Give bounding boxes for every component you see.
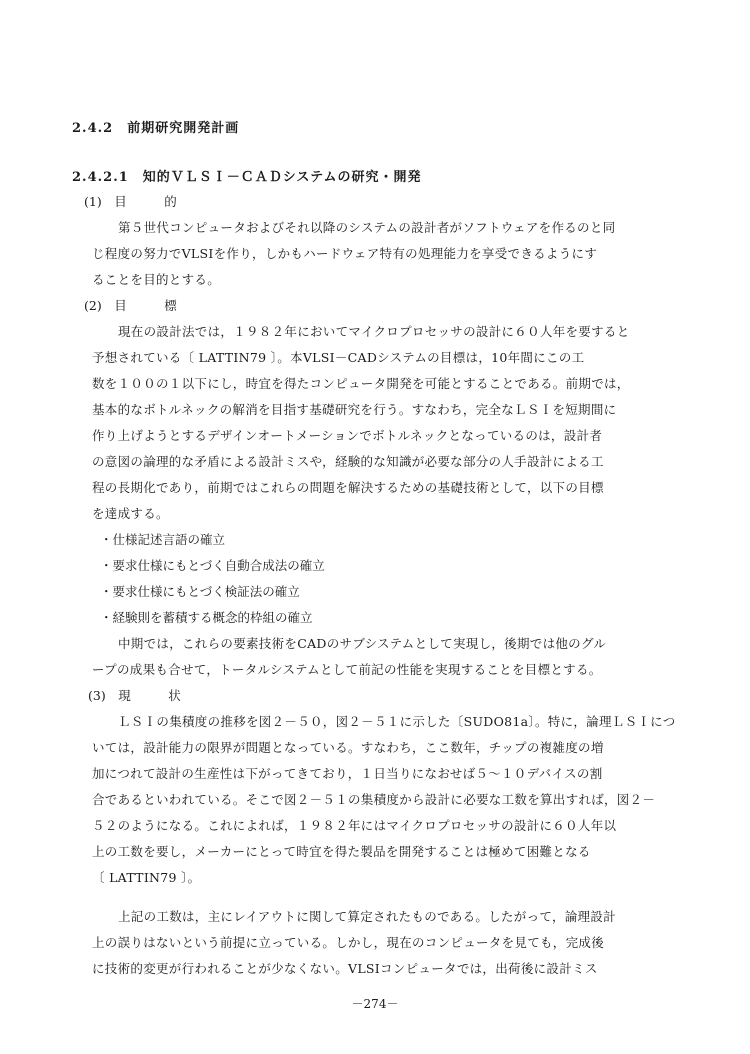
section-heading-2-4-2: 2.4.2 前期研究開発計画 — [72, 121, 240, 136]
bullet-item: ・仕様記述言語の確立 — [100, 532, 226, 547]
paragraph-line: ることを目的とする。 — [92, 272, 221, 287]
paragraph-line: 作り上げようとするデザインオートメーションでボトルネックとなっているのは，設計者 — [92, 428, 603, 443]
paragraph-line: 上の誤りはないという前提に立っている。しかし，現在のコンピュータを見ても，完成後 — [92, 935, 605, 950]
paragraph-line: じ程度の努力でVLSIを作り，しかもハードウェア特有の処理能力を享受できるようにす — [92, 246, 598, 261]
paragraph-line: 合であるといわれている。そこで図２－５１の集積度から設計に必要な工数を算出すれば，図２－ — [92, 792, 656, 807]
subsection-title-goal: (2) 目 標 — [84, 298, 177, 313]
bullet-item: ・経験則を蓄積する概念的枠組の確立 — [100, 610, 313, 625]
paragraph-line: 〔 LATTIN79 〕。 — [92, 870, 201, 885]
paragraph-line: ５２のようになる。これによれば，１９８２年にはマイクロプロセッサの設計に６０人年以 — [92, 818, 617, 833]
bullet-item: ・要求仕様にもとづく検証法の確立 — [100, 584, 300, 599]
bullet-item: ・要求仕様にもとづく自動合成法の確立 — [100, 558, 325, 573]
paragraph-line: 第５世代コンピュータおよびそれ以降のシステムの設計者がソフトウェアを作るのと同 — [118, 220, 616, 235]
paragraph-line: ＬＳＩの集積度の推移を図２－５０，図２－５１に示した〔SUDO81a〕。特に，論理ＬＳＩにつ — [118, 714, 676, 729]
paragraph-line: 程の長期化であり，前期ではこれらの問題を解決するための基礎技術として，以下の目標 — [92, 480, 604, 495]
page-number: －274－ — [351, 997, 399, 1011]
paragraph-line: 数を１００の１以下にし，時宜を得たコンピュータ開発を可能とすることである。前期では， — [92, 376, 630, 391]
paragraph-line: の意図の論理的な矛盾による設計ミスや，経験的な知識が必要な部分の人手設計による工 — [92, 454, 604, 469]
section-heading-2-4-2-1: 2.4.2.1 知的ＶＬＳＩ－ＣＡＤシステムの研究・開発 — [72, 170, 422, 185]
paragraph-line: いては，設計能力の限界が問題となっている。すなわち，ここ数年，チップの複雑度の増 — [92, 740, 604, 755]
subsection-title-status: (3) 現 状 — [88, 688, 181, 703]
paragraph-line: 中期では，これらの要素技術をCADのサブシステムとして実現し，後期では他のグル — [118, 636, 607, 651]
paragraph-line: 現在の設計法では，１９８２年においてマイクロプロセッサの設計に６０人年を要すると — [118, 324, 630, 339]
paragraph-line: 予想されている〔 LATTIN79 〕。本VLSI－CADシステムの目標は，10年間にこの工 — [92, 350, 585, 365]
paragraph-line: 上の工数を要し，メーカーにとって時宜を得た製品を開発することは極めて困難となる — [92, 844, 591, 859]
paragraph-line: 加につれて設計の生産性は下がってきており，１日当りになおせば５～１０デバイスの割 — [92, 766, 603, 781]
paragraph-line: 上記の工数は，主にレイアウトに関して算定されたものである。したがって，論理設計 — [118, 909, 616, 924]
paragraph-line: ープの成果も合せて，トータルシステムとして前記の性能を実現することを目標とする。 — [92, 662, 602, 677]
paragraph-line: を達成する。 — [92, 506, 169, 521]
paragraph-line: 基本的なボトルネックの解消を目指す基礎研究を行う。すなわち，完全なＬＳＩを短期間に — [92, 402, 617, 417]
subsection-title-purpose: (1) 目 的 — [84, 194, 177, 209]
paragraph-line: に技術的変更が行われることが少なくない。VLSIコンピュータでは，出荷後に設計ミス — [92, 961, 598, 976]
